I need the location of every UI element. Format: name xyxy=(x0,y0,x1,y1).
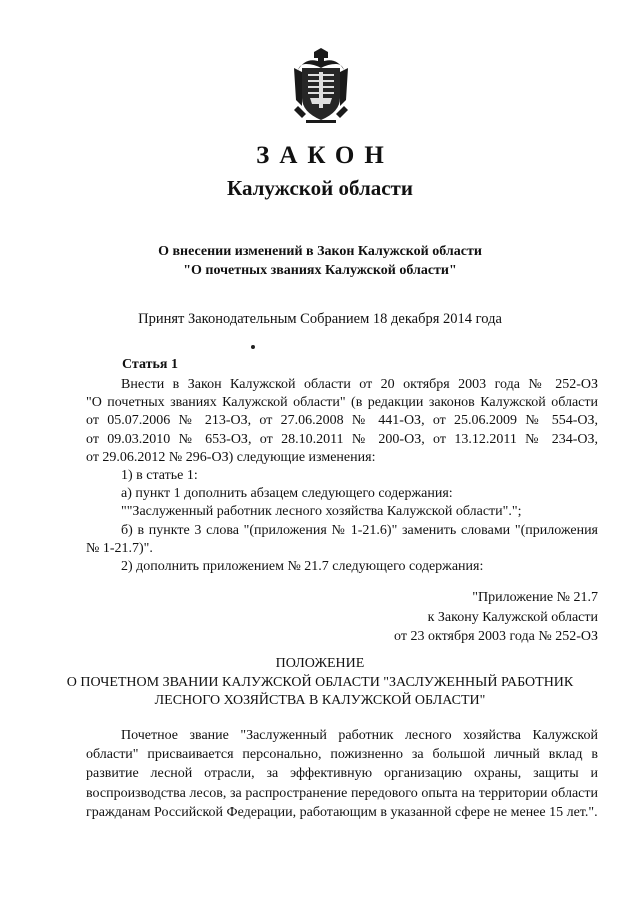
regulation-body xyxy=(86,726,598,822)
appendix-line: "Приложение № 21.7 xyxy=(472,590,598,605)
regulation-heading-line: О ПОЧЕТНОМ ЗВАНИИ КАЛУЖСКОЙ ОБЛАСТИ "ЗАСЛУЖЕННЫЙ РАБОТНИК xyxy=(66,674,574,690)
article-line: № 1-21.7)". xyxy=(86,540,153,556)
regulation-heading-line: ПОЛОЖЕНИЕ xyxy=(275,656,365,671)
article-line: ""Заслуженный работник лесного хозяйства Калужской области"."; xyxy=(121,504,522,520)
scan-speck xyxy=(251,345,255,349)
regulation-line: гражданам Российской Федерации, работающим в указанной сфере не менее 15 лет.". xyxy=(86,804,598,820)
regulation-line: Почетное звание "Заслуженный работник лесного хозяйства Калужской xyxy=(121,728,598,743)
regulation-heading-line: ЛЕСНОГО ХОЗЯЙСТВА В КАЛУЖСКОЙ ОБЛАСТИ" xyxy=(154,693,486,708)
article-line: Внести в Закон Калужской области от 20 октября 2003 года № 252-ОЗ xyxy=(121,377,598,392)
article-line: от 09.03.2010 № 653-ОЗ, от 28.10.2011 № 200-ОЗ, от 13.12.2011 № 234-ОЗ, xyxy=(86,431,598,447)
article-body xyxy=(86,376,598,576)
article-line: б) в пункте 3 слова "(приложения № 1-21.6)" заменить словами "(приложения xyxy=(121,522,598,538)
article-line: 1) в статье 1: xyxy=(121,468,198,484)
appendix-line: к Закону Калужской области xyxy=(427,609,598,625)
regulation-heading xyxy=(0,655,640,711)
adoption-note: Принят Законодательным Собранием 18 декабря 2014 года xyxy=(138,311,502,327)
regulation-line: воспроизводства лесов, за распространение передового опыта на территории области xyxy=(86,785,598,801)
law-subject xyxy=(0,242,640,280)
document-title: ЗАКОН xyxy=(256,142,394,169)
subject-line: "О почетных званиях Калужской области" xyxy=(183,263,457,278)
coat-of-arms-emblem xyxy=(292,48,350,124)
article-line: а) пункт 1 дополнить абзацем следующего содержания: xyxy=(121,486,453,502)
regulation-line: области" присваивается персонально, пожизненно за большой личный вклад в xyxy=(86,747,598,763)
appendix-reference xyxy=(394,588,598,647)
article-line: 2) дополнить приложением № 21.7 следующего содержания: xyxy=(121,559,484,575)
region-title: Калужской области xyxy=(227,176,413,200)
article-line: от 29.06.2012 № 296-ОЗ) следующие изменения: xyxy=(86,449,376,465)
article-line: от 05.07.2006 № 213-ОЗ, от 27.06.2008 № 441-ОЗ, от 25.06.2009 № 554-ОЗ, xyxy=(86,413,598,429)
appendix-line: от 23 октября 2003 года № 252-ОЗ xyxy=(394,629,598,644)
article-heading: Статья 1 xyxy=(122,357,178,372)
subject-line: О внесении изменений в Закон Калужской области xyxy=(158,244,482,259)
regulation-line: развитие лесной отрасли, за эффективную организацию охраны, защиты и xyxy=(86,766,598,782)
article-line: "О почетных званиях Калужской области" (в редакции законов Калужской области xyxy=(86,395,598,411)
